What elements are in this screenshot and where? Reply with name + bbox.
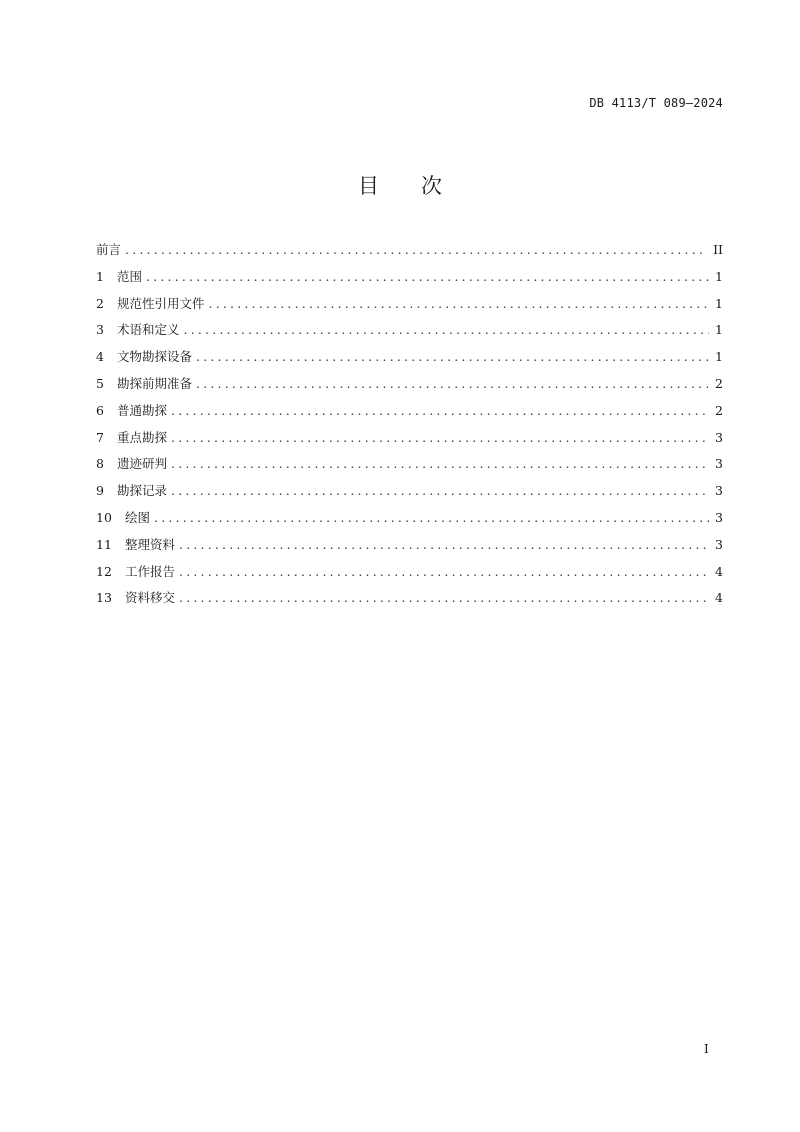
- toc-entry-label: 重点勘探: [117, 429, 168, 445]
- toc-entry-number: 13: [96, 590, 112, 606]
- table-of-contents: [96, 240, 723, 615]
- toc-entry-label: 范围: [117, 268, 143, 284]
- toc-entry-number: 7: [96, 429, 104, 445]
- toc-entry-11[interactable]: [96, 535, 723, 562]
- toc-entry-page: 1: [715, 295, 723, 311]
- toc-entry-3[interactable]: [96, 320, 723, 347]
- toc-entry-label: 整理资料: [125, 536, 176, 552]
- toc-entry-number: 8: [96, 456, 104, 472]
- toc-entry-page: 4: [715, 563, 723, 579]
- toc-entry-label: 勘探前期准备: [117, 375, 193, 391]
- toc-entry-page: 4: [715, 590, 723, 606]
- toc-entry-number: 3: [96, 322, 104, 338]
- toc-entry-page: 3: [715, 429, 723, 445]
- page-number: I: [704, 1042, 709, 1056]
- toc-entry-page: 3: [715, 456, 723, 472]
- toc-leader-dots: [154, 510, 709, 525]
- toc-entry-label: 规范性引用文件: [117, 295, 205, 311]
- document-code: DB 4113/T 089—2024: [589, 96, 723, 110]
- toc-leader-dots: [171, 483, 709, 498]
- toc-entry-page: 1: [715, 268, 723, 284]
- toc-entry-6[interactable]: [96, 401, 723, 428]
- toc-entry-number: 9: [96, 483, 104, 499]
- toc-entry-page: 3: [715, 483, 723, 499]
- toc-entry-label: 遗迹研判: [117, 456, 168, 472]
- toc-leader-dots: [171, 430, 709, 445]
- toc-entry-4[interactable]: [96, 347, 723, 374]
- toc-entry-12[interactable]: [96, 562, 723, 589]
- toc-leader-dots: [196, 349, 709, 364]
- toc-entry-number: 12: [96, 563, 112, 579]
- toc-entry-page: 3: [715, 536, 723, 552]
- toc-leader-dots: [179, 537, 709, 552]
- toc-entry-label: 术语和定义: [117, 322, 180, 338]
- toc-entry-page: 1: [715, 322, 723, 338]
- toc-entry-page: 2: [715, 402, 723, 418]
- toc-entry-number: 5: [96, 375, 104, 391]
- toc-entry-label: 资料移交: [125, 590, 176, 606]
- toc-leader-dots: [196, 376, 709, 391]
- toc-entry-label: 普通勘探: [117, 402, 168, 418]
- toc-entry-7[interactable]: [96, 428, 723, 455]
- toc-entry-label: 文物勘探设备: [117, 349, 193, 365]
- toc-leader-dots: [125, 242, 707, 257]
- toc-title: 目次: [358, 174, 484, 198]
- toc-leader-dots: [171, 403, 709, 418]
- toc-leader-dots: [184, 322, 710, 337]
- toc-entry-number: 10: [96, 509, 112, 525]
- toc-entry-label: 前言: [96, 242, 122, 257]
- toc-entry-label: 工作报告: [125, 563, 176, 579]
- toc-leader-dots: [179, 564, 709, 579]
- toc-entry-page: 1: [715, 349, 723, 365]
- toc-entry-9[interactable]: [96, 481, 723, 508]
- toc-entry-label: 绘图: [125, 509, 151, 525]
- toc-entry-page: 2: [715, 375, 723, 391]
- toc-entry-number: 4: [96, 349, 104, 365]
- toc-leader-dots: [146, 269, 709, 284]
- toc-leader-dots: [171, 456, 709, 471]
- toc-entry-number: 6: [96, 402, 104, 418]
- toc-entry-1[interactable]: [96, 267, 723, 294]
- toc-leader-dots: [209, 296, 710, 311]
- toc-entry-number: 2: [96, 295, 104, 311]
- toc-entry-number: 11: [96, 536, 112, 552]
- toc-leader-dots: [179, 590, 709, 605]
- toc-entry-13[interactable]: [96, 588, 723, 615]
- toc-entry-page: II: [713, 242, 723, 257]
- toc-entry-5[interactable]: [96, 374, 723, 401]
- toc-entry-number: 1: [96, 268, 104, 284]
- toc-entry-page: 3: [715, 509, 723, 525]
- toc-entry-2[interactable]: [96, 294, 723, 321]
- toc-entry-10[interactable]: [96, 508, 723, 535]
- toc-entry-label: 勘探记录: [117, 483, 168, 499]
- toc-entry-foreword[interactable]: [96, 240, 723, 267]
- toc-entry-8[interactable]: [96, 454, 723, 481]
